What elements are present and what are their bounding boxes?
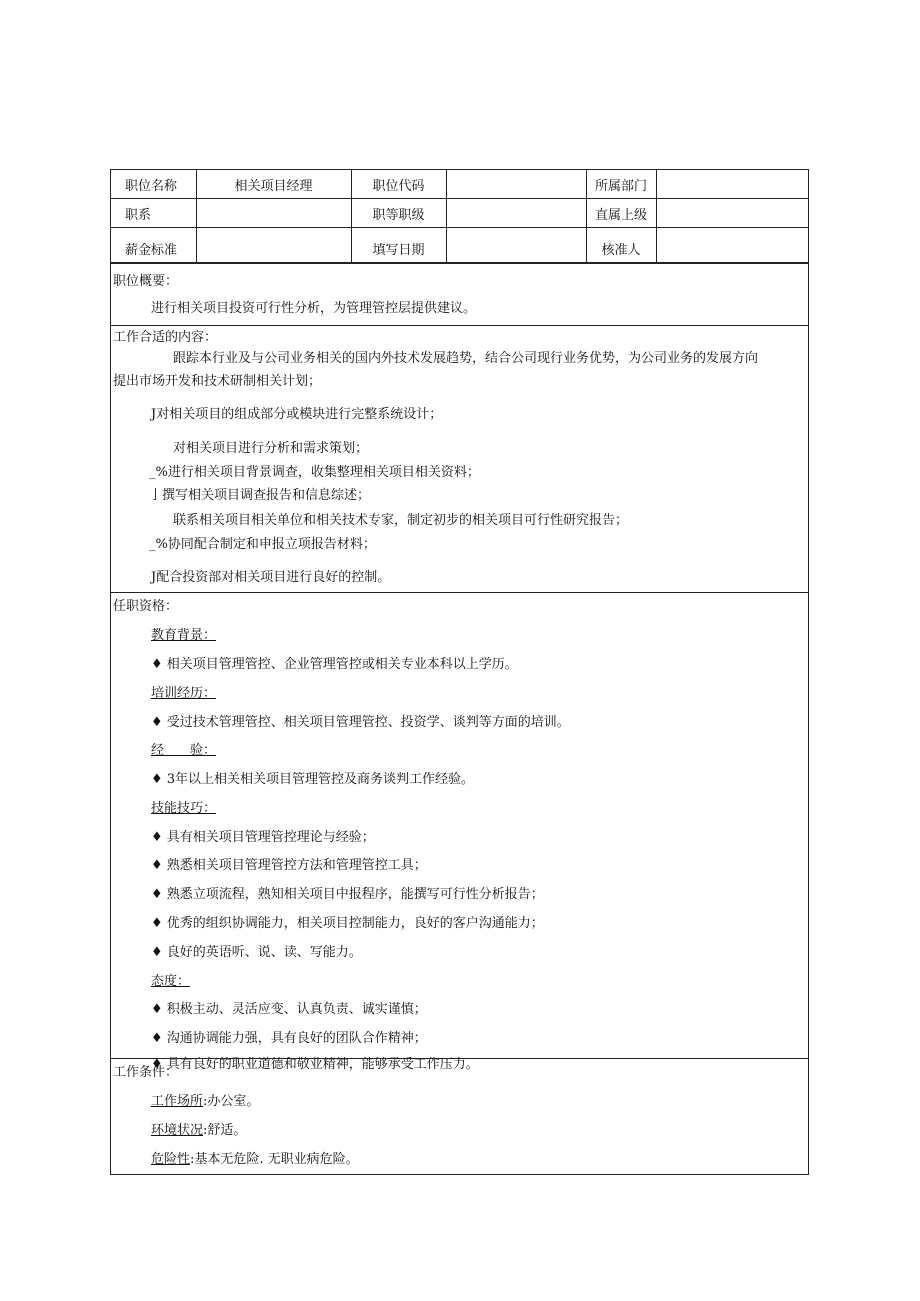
fill-date-label: 填写日期: [351, 228, 446, 263]
skill-item: ♦ 熟悉相关项目管理管控方法和管理管控工具；: [151, 858, 427, 873]
education-heading: 教育背景：: [151, 628, 217, 643]
position-name-value: 相关项目经理: [196, 170, 351, 199]
overview-section: [111, 263, 808, 325]
condition-place: [151, 1090, 259, 1109]
grade-label: 职等职级: [351, 199, 446, 228]
training-item: ♦ 受过技术管理管控、相关项目管理管控、投资学、谈判等方面的培训。: [151, 715, 570, 730]
skill-item: ♦ 具有相关项目管理管控理论与经验；: [151, 830, 375, 845]
supervisor-value: [656, 199, 808, 228]
qualifications-title: 任职资格：: [113, 599, 179, 614]
duty-line: _%进行相关项目背景调查，收集整理相关项目相关资料；: [149, 465, 480, 480]
training-heading: 培训经历：: [151, 686, 217, 701]
condition-risk-label: 危险性: [151, 1152, 191, 1167]
skills-heading: 技能技巧：: [151, 801, 217, 816]
condition-environment-label: 环境状况: [151, 1123, 204, 1138]
conditions-title: 工作条件：: [113, 1065, 179, 1080]
duty-line: 联系相关项目相关单位和相关技术专家，制定初步的相关项目可行性研究报告；: [173, 513, 629, 528]
condition-place-value: :办公室。: [203, 1094, 260, 1109]
department-label: 所属部门: [586, 170, 656, 199]
duty-line: J配合投资部对相关项目进行良好的控制。: [151, 570, 391, 585]
duty-line: 对相关项目进行分析和需求策划；: [173, 441, 369, 456]
overview-text: 进行相关项目投资可行性分析，为管理管控层提供建议。: [151, 301, 477, 316]
job-description-form: [110, 169, 809, 1175]
condition-environment: [151, 1119, 246, 1138]
duties-section: [111, 325, 808, 592]
attitude-item: ♦ 积极主动、灵活应变、认真负责、诚实谨慎；: [151, 1002, 427, 1017]
attitude-item: ♦ 沟通协调能力强，具有良好的团队合作精神；: [151, 1031, 427, 1046]
job-family-label: 职系: [111, 199, 196, 228]
skill-item: ♦ 熟悉立项流程，熟知相关项目中报程序，能撰写可行性分析报告；: [151, 887, 544, 902]
condition-risk-value: :基本无危险. 无职业病危险。: [190, 1152, 359, 1167]
approver-label: 核准人: [586, 228, 656, 263]
duty-line: 亅撰写相关项目调查报告和信息综述；: [149, 488, 371, 503]
education-item: ♦ 相关项目管理管控、企业管理管控或相关专业本科以上学历。: [151, 657, 518, 672]
position-name-label: 职位名称: [111, 170, 196, 199]
condition-environment-value: :舒适。: [203, 1123, 247, 1138]
header-row: [111, 170, 808, 199]
attitude-heading: 态度：: [151, 974, 191, 989]
attitude-item-cut: ♦ 具有良好的职业道德和敬业精神，能够承受工作压力。: [151, 1057, 479, 1072]
position-code-label: 职位代码: [351, 170, 446, 199]
experience-item: ♦ 3年以上相关相关项目管理管控及商务谈判工作经验。: [151, 772, 475, 787]
header-row: [111, 228, 808, 263]
approver-value: [656, 228, 808, 263]
qualifications-section: [111, 592, 808, 1072]
fill-date-value: [446, 228, 586, 263]
duties-title: 工作合适的内容：: [113, 330, 218, 345]
position-code-value: [446, 170, 586, 199]
duty-line: 跟踪本行业及与公司业务相关的国内外技术发展趋势，结合公司现行业务优势，为公司业务的发展方向: [173, 351, 759, 366]
duty-line: 提出市场开发和技术研制相关计划；: [113, 374, 322, 389]
duty-line: J对相关项目的组成部分或模块进行完整系统设计；: [151, 407, 443, 422]
overview-title: 职位概要：: [113, 274, 179, 289]
department-value: [656, 170, 808, 199]
salary-label: 薪金标准: [111, 228, 196, 263]
conditions-section: [111, 1058, 808, 1174]
experience-heading: 经 验：: [151, 743, 217, 758]
salary-value: [196, 228, 351, 263]
job-family-value: [196, 199, 351, 228]
header-table: [111, 170, 808, 263]
skill-item: ♦ 良好的英语听、说、读、写能力。: [151, 945, 362, 960]
condition-place-label: 工作场所: [151, 1094, 204, 1109]
skill-item: ♦ 优秀的组织协调能力，相关项目控制能力，良好的客户沟通能力；: [151, 916, 544, 931]
duty-line: _%协同配合制定和申报立项报告材料；: [149, 537, 376, 552]
condition-risk: [151, 1148, 359, 1167]
supervisor-label: 直属上级: [586, 199, 656, 228]
grade-value: [446, 199, 586, 228]
header-row: [111, 199, 808, 228]
